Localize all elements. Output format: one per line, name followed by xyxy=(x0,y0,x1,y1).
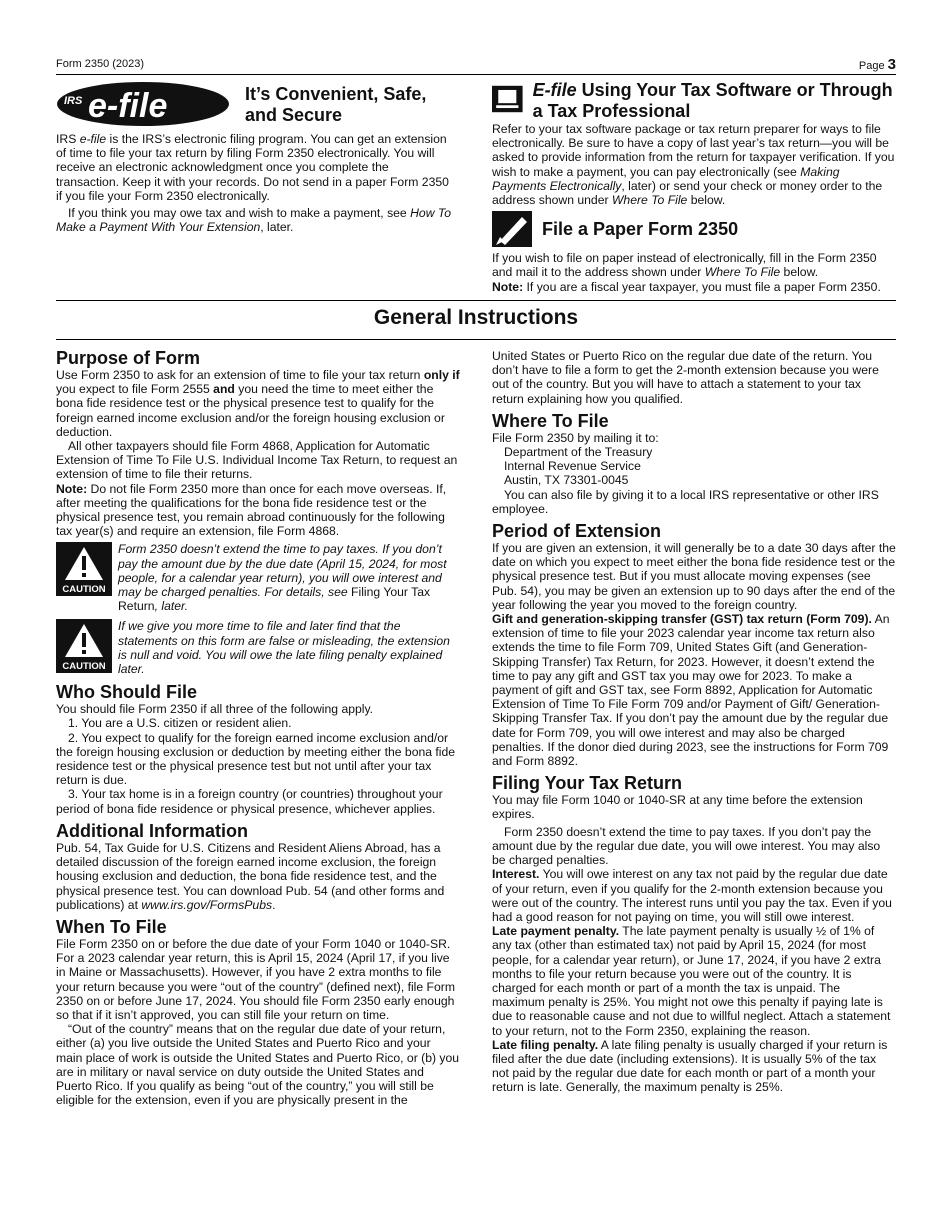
caution-box-1 xyxy=(56,542,460,613)
software-section xyxy=(492,80,896,294)
where-heading: Where To File xyxy=(492,410,609,431)
address-line-1: Department of the Treasury xyxy=(504,445,653,460)
page xyxy=(56,0,896,1230)
where-p: File Form 2350 by mailing it to: xyxy=(492,430,659,445)
header-rule xyxy=(56,74,896,75)
page-number: Page 3 xyxy=(858,56,896,73)
efile-payment-paragraph: If you think you may owe tax and wish to make a payment, see How To Make a Payment With Your Extension, later. xyxy=(56,206,451,235)
late-payment-paragraph: Late payment penalty. The late payment penalty is usually ½ of 1% of any tax (other than estimated tax) not paid by April 15, 2024 (for most people, for a calendar year return), or June 17, 2024, if you have 2 extra months to file your return because you were out of the country. It is charged for each month or part of a month the tax is unpaid. The maximum penalty is 25%. You might not owe this penalty if paying late is due to reasonable cause and not due to willful neglect. Attach a statement to your return, not to the Form 2350, explaining the reason. xyxy=(492,924,891,1038)
general-rule xyxy=(56,339,896,340)
caution-icon xyxy=(56,542,112,596)
left-column xyxy=(56,348,460,1107)
paper-paragraph: If you wish to file on paper instead of electronically, fill in the Form 2350 and mail it to the address shown under Where To File below. xyxy=(492,251,877,280)
purpose-note: Note: Do not file Form 2350 more than once for each move overseas. If, after meeting the qualifications for the bona fide residence test or the physical presence test, you remain abroad continuously for the following tax year(s) and require an extension, file Form 4868. xyxy=(56,481,447,539)
efile-section xyxy=(56,80,454,234)
svg-text:e-file: e-file xyxy=(88,87,168,125)
purpose-p1: Use Form 2350 to ask for an extension of time to file your tax return only if you expect to file Form 2555 and you need the time to meet either the bona fide residence test or the physical presence test to qualify for the foreign earned income exclusion and/or the foreign housing exclusion or deduction. xyxy=(56,368,460,439)
general-instructions-title: General Instructions xyxy=(373,306,579,329)
late-filing-paragraph: Late filing penalty. A late filing penalty is usually charged if your return is filed after the due date (including extensions). It is usually 5% of the tax not paid by the regular due date for each month or part of a month your return is late. Generally, the maximum penalty is 25%. xyxy=(492,1037,888,1095)
svg-text:CAUTION: CAUTION xyxy=(62,661,106,673)
caution-icon xyxy=(56,619,112,673)
right-column xyxy=(492,349,896,1095)
caution-box-2 xyxy=(56,619,460,676)
when-p2: “Out of the country” means that on the regular due date of your return, either (a) you live outside the United States and Puerto Rico and your main place of work is outside the United States and Puerto Rico, or (b) you are in military or naval service on duty outside the United States and Puerto Rico. If you qualify as being “out of the country,” you will still be eligible for the extension, even if you are physically present in the xyxy=(56,1022,460,1108)
where-p2: You can also file by giving it to a local IRS representative or other IRS employee. xyxy=(492,487,879,516)
caution-text-1: Form 2350 doesn’t extend the time to pay taxes. If you don’t pay the amount due by the due date (April 15, 2024, for most people, for a calendar year return), you will owe interest and may be charged penalties. For details, see Filing Your Tax Return, later. xyxy=(118,542,447,614)
purpose-heading: Purpose of Form xyxy=(56,348,201,368)
who-p: You should file Form 2350 if all three of the following apply. xyxy=(56,702,374,717)
page-header xyxy=(56,56,896,74)
who-item-3: 3. Your tax home is in a foreign country (or countries) throughout your period of bona fide residence or physical presence, whichever applies. xyxy=(56,787,443,816)
address-line-3: Austin, TX 73301-0045 xyxy=(504,473,629,488)
computer-icon xyxy=(492,80,523,118)
gst-paragraph: Gift and generation-skipping transfer (GST) tax return (Form 709). An extension of time to file your 2023 calendar year income tax return also extends the time to file Form 709, United States Gift (and Generation-Skipping Transfer) Tax Return, for 2023. However, it doesn’t extend the time to pay any gift and GST tax you may owe for 2023. To make a payment of gift and GST tax, see Form 8892, Application for Automatic Extension of Time To File Form 709 and/or Payment of Gift/ Generation-Skipping Transfer Tax. If you don’t pay the amount due by the regular due date for Form 709, you will owe interest and may also be charged penalties. If the donor died during 2023, see the instructions for Form 709 and Form 8892. xyxy=(492,612,890,769)
address-line-2: Internal Revenue Service xyxy=(504,459,641,474)
filing-p1: You may file Form 1040 or 1040-SR at any time before the extension expires. xyxy=(492,793,863,822)
interest-paragraph: Interest. You will owe interest on any tax not paid by the regular due date of your return, even if you qualify for the 2-month extension because you were out of the country. The interest runs until you pay the tax. Even if you had a good reason for not paying on time, you will still owe interest. xyxy=(492,867,892,924)
period-heading: Period of Extension xyxy=(492,521,662,542)
caution-text-2: If we give you more time to file and later find that the statements on this form are false or misleading, the extension is null and void. You will owe the late filing penalty explained later. xyxy=(118,619,450,677)
software-title: E-file Using Your Tax Software or Through a Tax Professional xyxy=(532,80,893,121)
filing-heading: Filing Your Tax Return xyxy=(492,773,683,794)
who-item-1: 1. You are a U.S. citizen or resident alien. xyxy=(68,716,292,731)
filing-p2: Form 2350 doesn’t extend the time to pay taxes. If you don’t pay the amount due by the regular due date, you will owe interest. You may also be charged penalties. xyxy=(492,824,881,868)
irs-efile-logo xyxy=(56,80,231,128)
who-heading: Who Should File xyxy=(56,682,197,703)
form-id: Form 2350 (2023) xyxy=(56,58,145,70)
when-p3: United States or Puerto Rico on the regular due date of the return. You don’t have to file a form to get the 2-month extension because you were out of the country. But you will have to attach a statement to your tax return explaining how you qualified. xyxy=(492,349,879,406)
software-paragraph: Refer to your tax software package or tax return preparer for ways to file electronically. Be sure to have a copy of last year’s tax return—you will be asked to provide information from the return for taxpayer verification. If you wish to make a payment, you can pay electronically (see Making Payments Electronically, later) or send your check or money order to the address shown under Where To File below. xyxy=(492,122,895,208)
who-item-2: 2. You expect to qualify for the foreign earned income exclusion and/or the foreign housing exclusion or deduction by meeting either the bona fide residence test or the physical presence test but not until after your tax return is due. xyxy=(56,730,456,788)
section-rule xyxy=(56,300,896,301)
paper-pen-icon xyxy=(492,211,532,247)
paper-note: Note: If you are a fiscal year taxpayer, you must file a paper Form 2350. xyxy=(492,279,881,294)
purpose-p2: All other taxpayers should file Form 4868, Application for Automatic Extension of Time To File U.S. Individual Income Tax Return, to request an extension of time to file their returns. xyxy=(56,439,458,482)
period-p1: If you are given an extension, it will generally be to a date 30 days after the date on which you expect to meet either the bona fide residence test or the physical presence test. But if you must allocate moving expenses (see Pub. 54), you may be given an extension up to 90 days after the end of the year following the year you moved to the foreign country. xyxy=(492,541,896,612)
efile-paragraph: IRS e-file is the IRS’s electronic filing program. You can get an extension of time to file your tax return by filing Form 2350 electronically. You will receive an electronic acknowledgment once you complete the transaction. Keep it with your records. Do not send in a paper Form 2350 if you file your Form 2350 electronically. xyxy=(56,132,449,203)
when-p1: File Form 2350 on or before the due date of your Form 1040 or 1040-SR. For a 2023 calendar year return, this is April 15, 2024 (April 17, if you live in Maine or Massachusetts). However, if you have 2 extra months to file your return because you were “out of the country” (defined next), file Form 2350 on or before June 17, 2024. You should file Form 2350 early enough so that if it isn’t approved, you can still file your return on time. xyxy=(56,936,455,1022)
additional-p: Pub. 54, Tax Guide for U.S. Citizens and Resident Aliens Abroad, has a detailed discussion of the foreign earned income exclusion, the foreign housing exclusion and deduction, the bona fide residence test, and the physical presence test. You can download Pub. 54 (and other forms and publications) at www.irs.gov/FormsPubs. xyxy=(56,840,445,912)
svg-text:CAUTION: CAUTION xyxy=(62,584,106,596)
when-heading: When To File xyxy=(56,916,167,937)
svg-text:IRS: IRS xyxy=(64,95,83,107)
efile-title: It’s Convenient, Safe, and Secure xyxy=(245,84,427,125)
paper-title: File a Paper Form 2350 xyxy=(542,219,739,240)
additional-heading: Additional Information xyxy=(56,820,248,841)
